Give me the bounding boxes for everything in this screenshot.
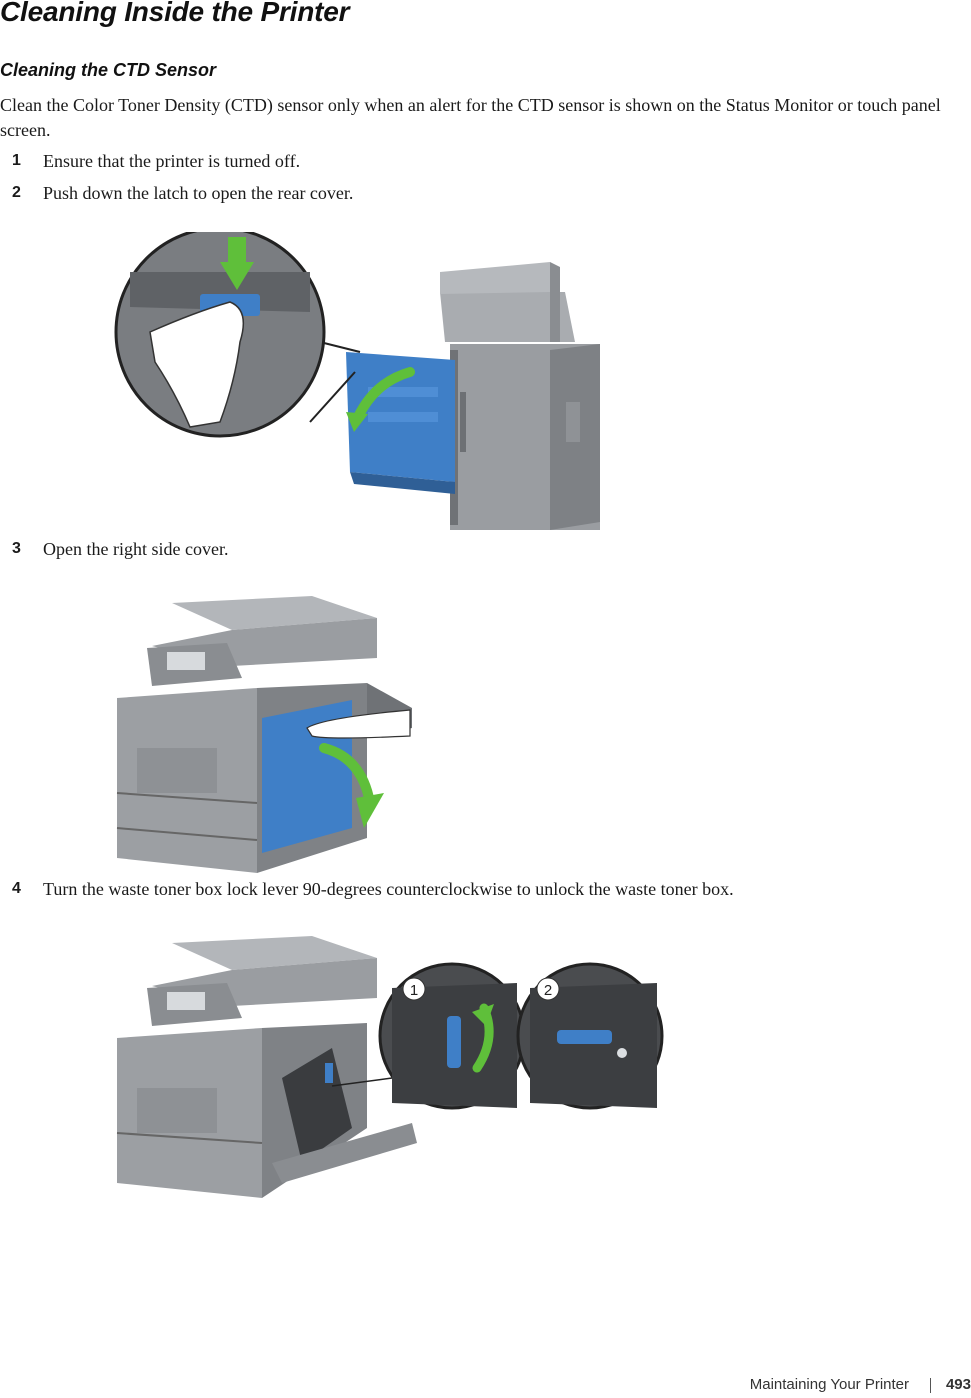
step-text: Push down the latch to open the rear cover. xyxy=(43,183,354,203)
section-heading: Cleaning the CTD Sensor xyxy=(0,60,217,80)
footer-section-title: Maintaining Your Printer xyxy=(749,1376,909,1393)
callout-2 xyxy=(537,978,559,1000)
page-number: 493 xyxy=(945,1376,971,1393)
step-number: 1 xyxy=(12,152,21,169)
step-number: 4 xyxy=(12,880,21,897)
step-text: Ensure that the printer is turned off. xyxy=(43,151,301,171)
footer-divider xyxy=(930,1378,931,1393)
intro-paragraph: Clean the Color Toner Density (CTD) sensor only when an alert for the CTD sensor is shown on the Status Monitor or touch panel screen. xyxy=(0,95,941,140)
page-title: Cleaning Inside the Printer xyxy=(0,0,350,27)
printer-illustration xyxy=(346,262,600,530)
figure-rear-cover-latch xyxy=(110,232,610,534)
step-number: 2 xyxy=(12,184,21,201)
step-number: 3 xyxy=(12,540,21,557)
figure-waste-toner-lock xyxy=(112,928,672,1203)
step-text: Turn the waste toner box lock lever 90-degrees counterclockwise to unlock the waste toner box. xyxy=(43,879,734,899)
figure-right-side-cover xyxy=(112,588,417,878)
callout-1 xyxy=(403,978,425,1000)
magnified-latch-inset xyxy=(116,232,360,436)
printer-illustration xyxy=(117,936,417,1198)
step-text: Open the right side cover. xyxy=(43,539,229,559)
magnified-lever-locked xyxy=(380,964,524,1108)
callout-2-label: 2 xyxy=(543,982,553,999)
callout-1-label: 1 xyxy=(409,982,419,999)
